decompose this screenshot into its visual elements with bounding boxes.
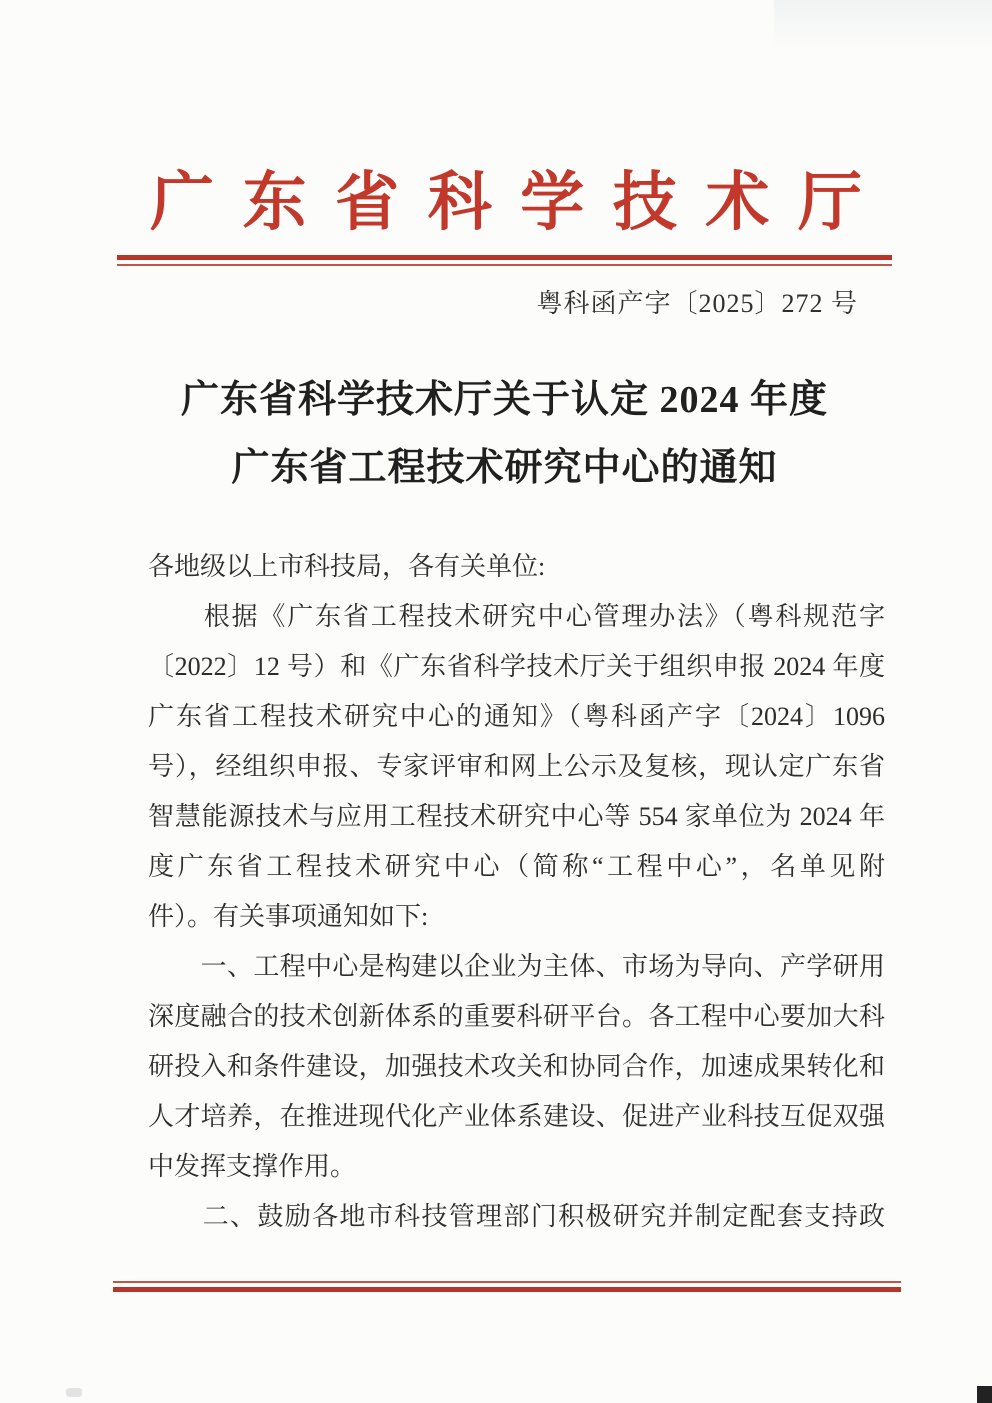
scan-artifact-corner [977, 1386, 992, 1403]
notice-title-line1: 广东省科学技术厅关于认定 2024 年度 [180, 379, 828, 421]
notice-title-line2: 广东省工程技术研究中心的通知 [231, 447, 778, 489]
body-line: 〔2022〕12 号）和《广东省科学技术厅关于组织申报 2024 年度 [148, 652, 885, 681]
body-line: 一、工程中心是构建以企业为主体、市场为导向、产学研用 [148, 952, 885, 981]
notice-title [117, 366, 892, 502]
body-line: 各地级以上市科技局，各有关单位: [148, 552, 546, 581]
letterhead-rule-thin [117, 264, 892, 266]
footer-rule-thin [113, 1281, 901, 1283]
scan-artifact-bottom-left [66, 1388, 82, 1397]
letterhead-char: 厅 [797, 167, 862, 238]
scan-artifact-top-right [774, 0, 992, 58]
letterhead-char: 东 [242, 167, 307, 238]
letterhead-char: 省 [335, 167, 400, 238]
body-line: 号），经组织申报、专家评审和网上公示及复核，现认定广东省 [148, 752, 885, 781]
document-body [148, 542, 885, 1242]
letterhead-title [150, 160, 862, 246]
document-number: 粤科函产字〔2025〕272 号 [536, 289, 858, 318]
letterhead-char: 科 [427, 167, 492, 238]
letterhead-char: 技 [612, 167, 677, 238]
body-line: 智慧能源技术与应用工程技术研究中心等 554 家单位为 2024 年 [148, 802, 885, 831]
body-line: 二、鼓励各地市科技管理部门积极研究并制定配套支持政 [148, 1202, 885, 1231]
body-line: 深度融合的技术创新体系的重要科研平台。各工程中心要加大科 [148, 1002, 885, 1031]
letterhead-char: 广 [150, 167, 214, 238]
body-line: 件）。有关事项通知如下: [148, 902, 429, 931]
footer-rule-thick [113, 1287, 901, 1292]
body-line: 根据《广东省工程技术研究中心管理办法》（粤科规范字 [148, 602, 885, 631]
letterhead-char: 学 [520, 167, 585, 238]
body-line: 度广东省工程技术研究中心（简称“工程中心”，名单见附 [148, 852, 885, 881]
body-line: 中发挥支撑作用。 [148, 1152, 357, 1181]
body-line: 广东省工程技术研究中心的通知》（粤科函产字〔2024〕1096 [148, 702, 885, 731]
body-line: 研投入和条件建设，加强技术攻关和协同合作，加速成果转化和 [148, 1052, 885, 1081]
letterhead-rule-thick [117, 255, 892, 260]
body-line: 人才培养，在推进现代化产业体系建设、促进产业科技互促双强 [148, 1102, 885, 1131]
letterhead-char: 术 [705, 167, 770, 238]
